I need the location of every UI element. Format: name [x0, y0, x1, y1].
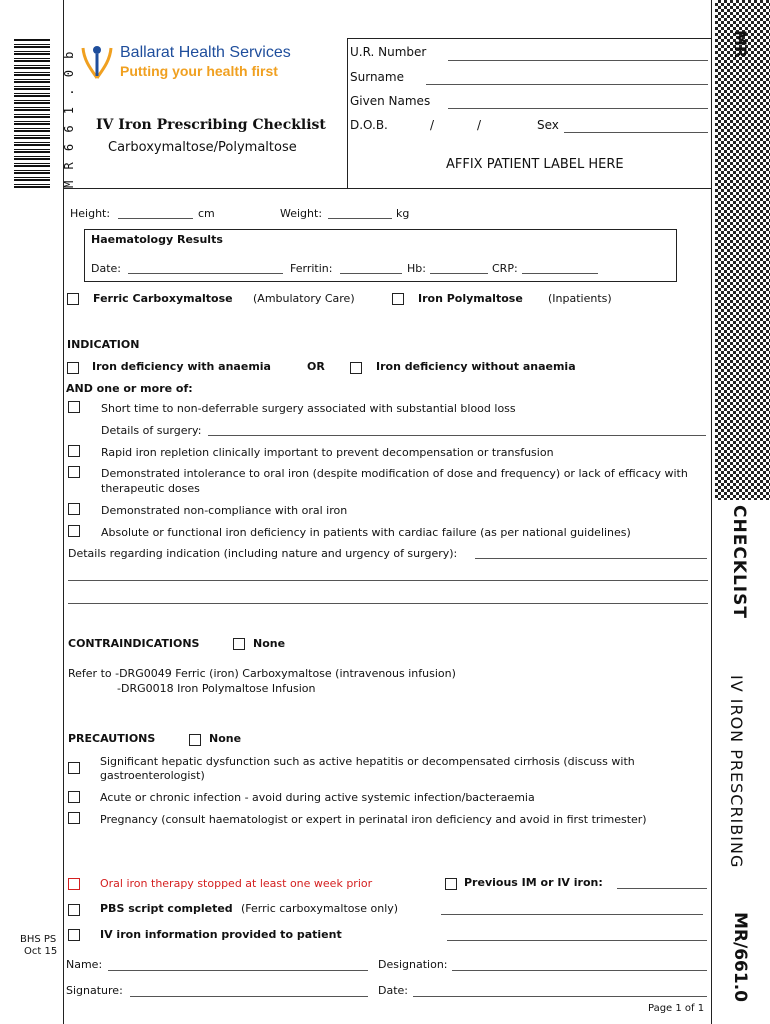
indication-5-checkbox[interactable] — [68, 525, 80, 537]
surname-field[interactable] — [426, 84, 708, 85]
without-anaemia-checkbox[interactable] — [350, 362, 362, 374]
barcode-text: M R 6 6 1 . 0 b — [62, 49, 76, 188]
indication-4-label: Demonstrated non-compliance with oral iron — [101, 504, 348, 517]
ferric-checkbox[interactable] — [67, 293, 79, 305]
indication-2-label: Rapid iron repletion clinically important to prevent decompensation or transfusion — [101, 446, 554, 459]
checklist-vertical: CHECKLIST — [729, 505, 749, 619]
page-number: Page 1 of 1 — [648, 1003, 705, 1014]
haem-date-label: Date: — [91, 262, 121, 275]
right-frame-line — [711, 0, 712, 1024]
page-subtitle: Carboxymaltose/Polymaltose — [108, 140, 297, 155]
details-indication-field-1[interactable] — [475, 558, 707, 559]
details-indication-label: Details regarding indication (including nature and urgency of surgery): — [68, 547, 458, 560]
pbs-field[interactable] — [441, 914, 703, 915]
height-unit: cm — [198, 207, 215, 220]
indication-3-cont: therapeutic doses — [101, 482, 200, 495]
precautions-none-label: None — [209, 732, 242, 745]
details-surgery-label: Details of surgery: — [101, 424, 202, 437]
info-field[interactable] — [447, 940, 707, 941]
previous-iron-field[interactable] — [617, 888, 707, 889]
precaution-2-label: Acute or chronic infection - avoid during active systemic infection/bacteraemia — [100, 791, 535, 804]
polymaltose-note: (Inpatients) — [548, 292, 612, 305]
date-field[interactable] — [413, 996, 707, 997]
header-bottom-line — [63, 188, 711, 189]
indication-3-label: Demonstrated intolerance to oral iron (despite modification of dose and frequency) or lack of efficacy with — [101, 467, 688, 480]
contra-refer-1: Refer to -DRG0049 Ferric (iron) Carboxymaltose (intravenous infusion) — [68, 667, 456, 680]
indication-2-checkbox[interactable] — [68, 445, 80, 457]
date-label: Date: — [378, 984, 408, 997]
ur-label: U.R. Number — [350, 45, 427, 59]
weight-field[interactable] — [328, 218, 392, 219]
dob-sep1: / — [430, 118, 435, 132]
precautions-none-checkbox[interactable] — [189, 734, 201, 746]
pbs-checkbox[interactable] — [68, 904, 80, 916]
logo-tagline: Putting your health first — [120, 63, 278, 79]
oral-stopped-checkbox[interactable] — [68, 878, 80, 890]
and-more-label: AND one or more of: — [66, 382, 193, 395]
indication-1-checkbox[interactable] — [68, 401, 80, 413]
indication-4-checkbox[interactable] — [68, 503, 80, 515]
oct-label: Oct 15 — [24, 946, 58, 957]
precaution-2-checkbox[interactable] — [68, 791, 80, 803]
weight-unit: kg — [396, 207, 410, 220]
details-indication-field-3[interactable] — [68, 603, 708, 604]
haematology-title: Haematology Results — [91, 233, 223, 246]
weight-label: Weight: — [280, 207, 323, 220]
name-label: Name: — [66, 958, 103, 971]
indication-1-label: Short time to non-deferrable surgery associated with substantial blood loss — [101, 402, 516, 415]
polymaltose-label: Iron Polymaltose — [418, 292, 523, 305]
affix-label: AFFIX PATIENT LABEL HERE — [446, 157, 624, 172]
mr-code-vertical: MR/661.0 — [730, 912, 750, 1002]
contra-none-checkbox[interactable] — [233, 638, 245, 650]
precaution-1-label: Significant hepatic dysfunction such as active hepatitis or decompensated cirrhosis (discuss with — [100, 755, 635, 768]
signature-field[interactable] — [130, 996, 368, 997]
contra-title: CONTRAINDICATIONS — [68, 637, 200, 650]
indication-5-label: Absolute or functional iron deficiency in patients with cardiac failure (as per national guidelines) — [101, 526, 631, 539]
surname-label: Surname — [350, 70, 404, 84]
previous-iron-checkbox[interactable] — [445, 878, 457, 890]
hb-field[interactable] — [430, 273, 488, 274]
with-anaemia-checkbox[interactable] — [67, 362, 79, 374]
with-anaemia-label: Iron deficiency with anaemia — [92, 360, 271, 373]
info-checkbox[interactable] — [68, 929, 80, 941]
dob-sep2: / — [477, 118, 482, 132]
indication-title: INDICATION — [67, 338, 140, 351]
or-label: OR — [307, 360, 325, 373]
ferritin-field[interactable] — [340, 273, 402, 274]
barcode — [14, 38, 50, 188]
security-pattern — [715, 0, 770, 500]
pbs-note: (Ferric carboxymaltose only) — [241, 902, 399, 915]
precautions-title: PRECAUTIONS — [68, 732, 156, 745]
designation-label: Designation: — [378, 958, 448, 971]
sex-label: Sex — [537, 118, 559, 132]
haem-date-field[interactable] — [128, 273, 283, 274]
polymaltose-checkbox[interactable] — [392, 293, 404, 305]
given-names-label: Given Names — [350, 94, 431, 108]
details-surgery-field[interactable] — [208, 435, 706, 436]
precaution-3-label: Pregnancy (consult haematologist or expert in perinatal iron deficiency and avoid in first trimester) — [100, 813, 647, 826]
contra-none-label: None — [253, 637, 286, 650]
crp-field[interactable] — [522, 273, 598, 274]
precaution-1-cont: gastroenterologist) — [100, 769, 205, 782]
designation-field[interactable] — [452, 970, 707, 971]
page-title: IV Iron Prescribing Checklist — [96, 117, 326, 133]
hb-label: Hb: — [407, 262, 426, 275]
mr-code-top: MR — [731, 30, 750, 59]
bhs-ps-label: BHS PS — [20, 934, 57, 945]
height-field[interactable] — [118, 218, 193, 219]
details-indication-field-2[interactable] — [68, 580, 708, 581]
header-divider — [347, 38, 348, 188]
signature-label: Signature: — [66, 984, 123, 997]
crp-label: CRP: — [492, 262, 518, 275]
given-names-field[interactable] — [448, 108, 708, 109]
without-anaemia-label: Iron deficiency without anaemia — [376, 360, 576, 373]
oral-stopped-label: Oral iron therapy stopped at least one week prior — [100, 877, 373, 890]
sex-field[interactable] — [564, 132, 708, 133]
info-label: IV iron information provided to patient — [100, 928, 342, 941]
name-field[interactable] — [108, 970, 368, 971]
indication-3-checkbox[interactable] — [68, 466, 80, 478]
ferritin-label: Ferritin: — [290, 262, 333, 275]
ur-field[interactable] — [448, 60, 708, 61]
precaution-3-checkbox[interactable] — [68, 812, 80, 824]
iv-iron-vertical: IV IRON PRESCRIBING — [727, 675, 746, 869]
ferric-label: Ferric Carboxymaltose — [93, 292, 233, 305]
contra-refer-2: -DRG0018 Iron Polymaltose Infusion — [117, 682, 316, 695]
ferric-note: (Ambulatory Care) — [253, 292, 355, 305]
logo-name: Ballarat Health Services — [120, 44, 291, 61]
pbs-label: PBS script completed — [100, 902, 233, 915]
header-top-line — [347, 38, 711, 39]
previous-iron-label: Previous IM or IV iron: — [464, 876, 603, 889]
dob-label: D.O.B. — [350, 118, 388, 132]
precaution-1-checkbox[interactable] — [68, 762, 80, 774]
logo-mark-icon — [80, 40, 114, 80]
height-label: Height: — [70, 207, 111, 220]
